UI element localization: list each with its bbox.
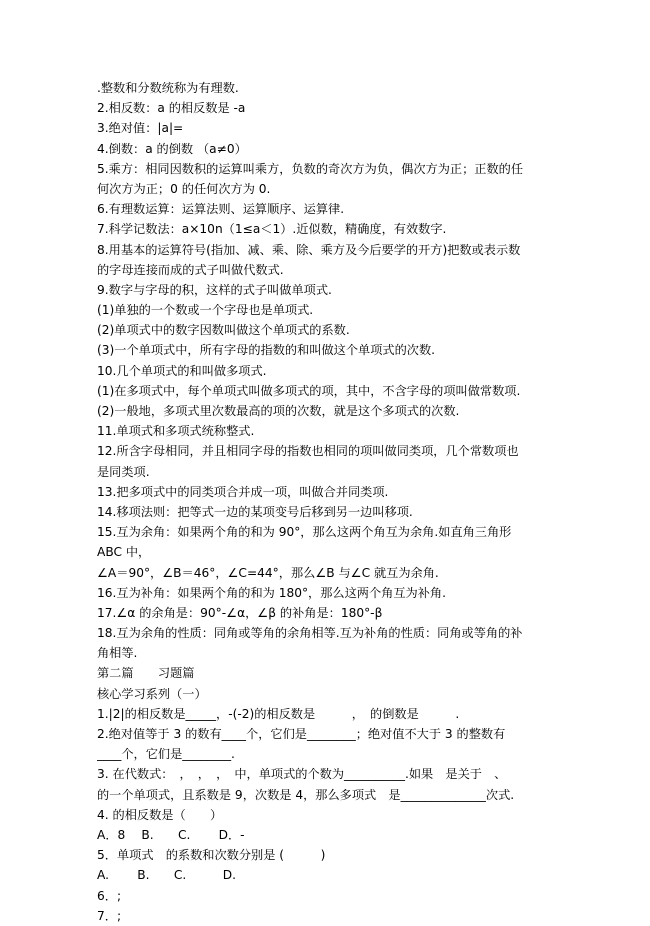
text-line-1: .整数和分数统称为有理数. <box>97 81 239 95</box>
text-line-15: 10.几个单项式的和叫做多项式. <box>97 363 267 378</box>
document-page <box>97 78 559 926</box>
text-line-11: 9.数字与字母的积，这样的式子叫做单项式. <box>97 282 332 297</box>
text-line-2: 2.相反数：a 的相反数是 -a <box>97 101 246 116</box>
exercise-line-7: A．8 B. C. D．- <box>97 827 245 842</box>
section-heading: 第二篇 习题篇 <box>97 666 195 681</box>
exercise-line-5: 的一个单项式，且系数是 9，次数是 4，那么多项式 是______________次式. <box>97 787 515 802</box>
text-line-24: ABC 中， <box>97 545 151 560</box>
text-line-20: 是同类项. <box>97 464 150 479</box>
text-line-14: (3)一个单项式中，所有字母的指数的和叫做这个单项式的次数. <box>97 343 436 358</box>
text-line-18: 11.单项式和多项式统称整式. <box>97 424 255 439</box>
text-line-17: (2)一般地，多项式里次数最高的项的次数，就是这个多项式的次数. <box>97 404 460 418</box>
text-line-16: (1)在多项式中，每个单项式叫做多项式的项，其中，不含字母的项叫做常数项. <box>97 383 521 398</box>
text-line-25: ∠A＝90°，∠B＝46°，∠C=44°，那么∠B 与∠C 就互为余角. <box>97 565 439 580</box>
text-line-3: 3.绝对值：|a|= <box>97 121 184 136</box>
exercise-line-2: 2.绝对值等于 3 的数有____个，它们是________；绝对值不大于 3 的整数有 <box>97 727 506 741</box>
text-line-10: 的字母连接而成的式子叫做代数式. <box>97 262 284 277</box>
exercise-line-10: 6．; <box>97 888 122 903</box>
exercise-line-1: 1.|2|的相反数是_____，-(-2)的相反数是 ， 的倒数是 . <box>97 706 460 721</box>
text-line-8: 7.科学记数法：a×10n（1≤a＜1）.近似数，精确度，有效数字. <box>97 222 447 237</box>
text-line-29: 角相等. <box>97 646 138 661</box>
exercise-line-11: 7．; <box>97 908 122 923</box>
exercise-line-6: 4. 的相反数是（ ） <box>97 807 223 822</box>
text-line-5: 5.乘方：相同因数积的运算叫乘方，负数的奇次方为负，偶次方为正；正数的任 <box>97 161 524 176</box>
text-line-22: 14.移项法则：把等式一边的某项变号后移到另一边叫移项. <box>97 504 413 519</box>
text-line-7: 6.有理数运算：运算法则、运算顺序、运算律. <box>97 202 345 217</box>
text-line-9: 8.用基本的运算符号(指加、减、乘、除、乘方及今后要学的开方)把数或表示数 <box>97 242 521 257</box>
exercise-line-9: A. B. C. D. <box>97 868 237 883</box>
text-line-6: 何次方为正；0 的任何次方为 0. <box>97 181 271 196</box>
subsection-heading: 核心学习系列（一） <box>97 686 207 701</box>
text-line-13: (2)单项式中的数字因数叫做这个单项式的系数. <box>97 323 350 338</box>
exercise-line-8: 5．单项式 的系数和次数分别是 ( ) <box>97 848 326 863</box>
exercise-line-3: ____个，它们是________. <box>97 747 235 762</box>
text-line-26: 16.互为补角：如果两个角的和为 180°，那么这两个角互为补角. <box>97 585 446 600</box>
text-line-19: 12.所含字母相同，并且相同字母的指数也相同的项叫做同类项，几个常数项也 <box>97 444 519 459</box>
text-line-28: 18.互为余角的性质：同角或等角的余角相等.互为补角的性质：同角或等角的补 <box>97 626 523 641</box>
text-line-23: 15.互为余角：如果两个角的和为 90°，那么这两个角互为余角.如直角三角形 <box>97 525 512 540</box>
exercise-line-4: 3. 在代数式： ， ， ， 中，单项式的个数为__________.如果 是关于 、 <box>97 767 507 782</box>
text-line-4: 4.倒数：a 的倒数 （a≠0） <box>97 141 247 156</box>
text-line-12: (1)单独的一个数或一个字母也是单项式. <box>97 303 314 318</box>
text-line-27: 17.∠α 的余角是：90°-∠α，∠β 的补角是：180°-β <box>97 605 383 620</box>
text-line-21: 13.把多项式中的同类项合并成一项，叫做合并同类项. <box>97 484 389 499</box>
